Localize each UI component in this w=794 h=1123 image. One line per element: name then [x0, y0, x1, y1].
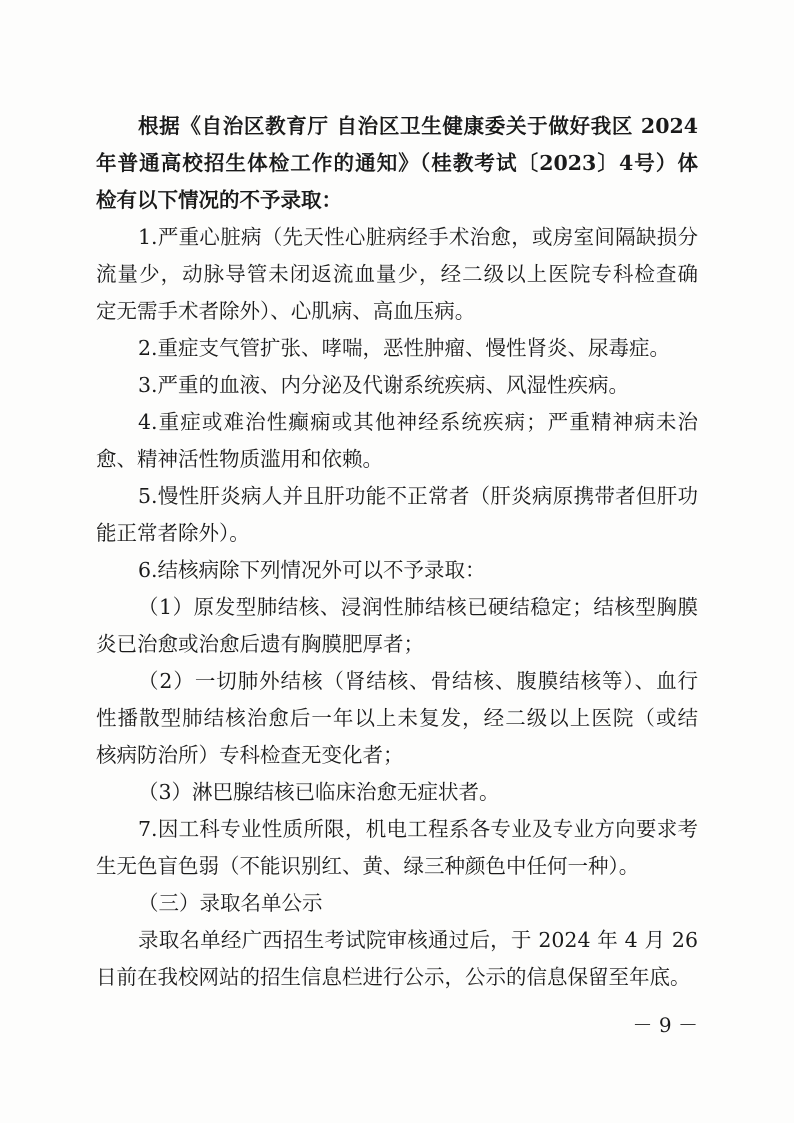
subitem-1-line: 炎已治愈或治愈后遗有胸膜肥厚者； — [96, 632, 424, 656]
item-1-line: 定无需手术者除外）、心肌病、高血压病。 — [96, 299, 476, 323]
item-1-line: 1.严重心脏病（先天性心脏病经手术治愈，或房室间隔缺损分 — [138, 225, 698, 249]
closing-line: 录取名单经广西招生考试院审核通过后，于 2024 年 4 月 26 — [138, 928, 698, 952]
subitem-3-line: （3）淋巴腺结核已临床治愈无症状者。 — [138, 780, 500, 804]
intro-line: 年普通高校招生体检工作的通知》（桂教考试〔2023〕4号）体 — [96, 151, 698, 175]
item-7-line: 生无色盲色弱（不能识别红、黄、绿三种颜色中任何一种）。 — [96, 854, 640, 878]
item-5-line: 5.慢性肝炎病人并且肝功能不正常者（肝炎病原携带者但肝功 — [138, 484, 698, 508]
intro-line: 检有以下情况的不予录取： — [96, 188, 342, 212]
subitem-2-line: （2）一切肺外结核（肾结核、骨结核、腹膜结核等）、血行 — [138, 669, 698, 693]
item-1-line: 流量少，动脉导管未闭返流血量少，经二级以上医院专科检查确 — [96, 262, 698, 286]
document-body — [96, 108, 698, 996]
item-3-line: 3.严重的血液、内分泌及代谢系统疾病、风湿性疾病。 — [138, 373, 630, 397]
subitem-1-line: （1）原发型肺结核、浸润性肺结核已硬结稳定；结核型胸膜 — [138, 595, 698, 619]
section-heading: （三）录取名单公示 — [138, 891, 323, 915]
item-2-line: 2.重症支气管扩张、哮喘，恶性肿瘤、慢性肾炎、尿毒症。 — [138, 336, 671, 360]
subitem-2-line: 性播散型肺结核治愈后一年以上未复发，经二级以上医院（或结 — [96, 706, 698, 730]
subitem-2-line: 核病防治所）专科检查无变化者； — [96, 743, 404, 767]
item-5-line: 能正常者除外）。 — [96, 521, 250, 545]
page-number: － 9 － — [632, 1013, 698, 1037]
item-4-line: 愈、精神活性物质滥用和依赖。 — [96, 447, 383, 471]
item-4-line: 4.重症或难治性癫痫或其他神经系统疾病；严重精神病未治 — [138, 410, 698, 434]
item-7-line: 7.因工科专业性质所限，机电工程系各专业及专业方向要求考 — [138, 817, 698, 841]
closing-line: 日前在我校网站的招生信息栏进行公示，公示的信息保留至年底。 — [96, 965, 691, 989]
item-6-line: 6.结核病除下列情况外可以不予录取： — [138, 558, 486, 582]
intro-line: 根据《自治区教育厅 自治区卫生健康委关于做好我区 2024 — [138, 114, 698, 138]
